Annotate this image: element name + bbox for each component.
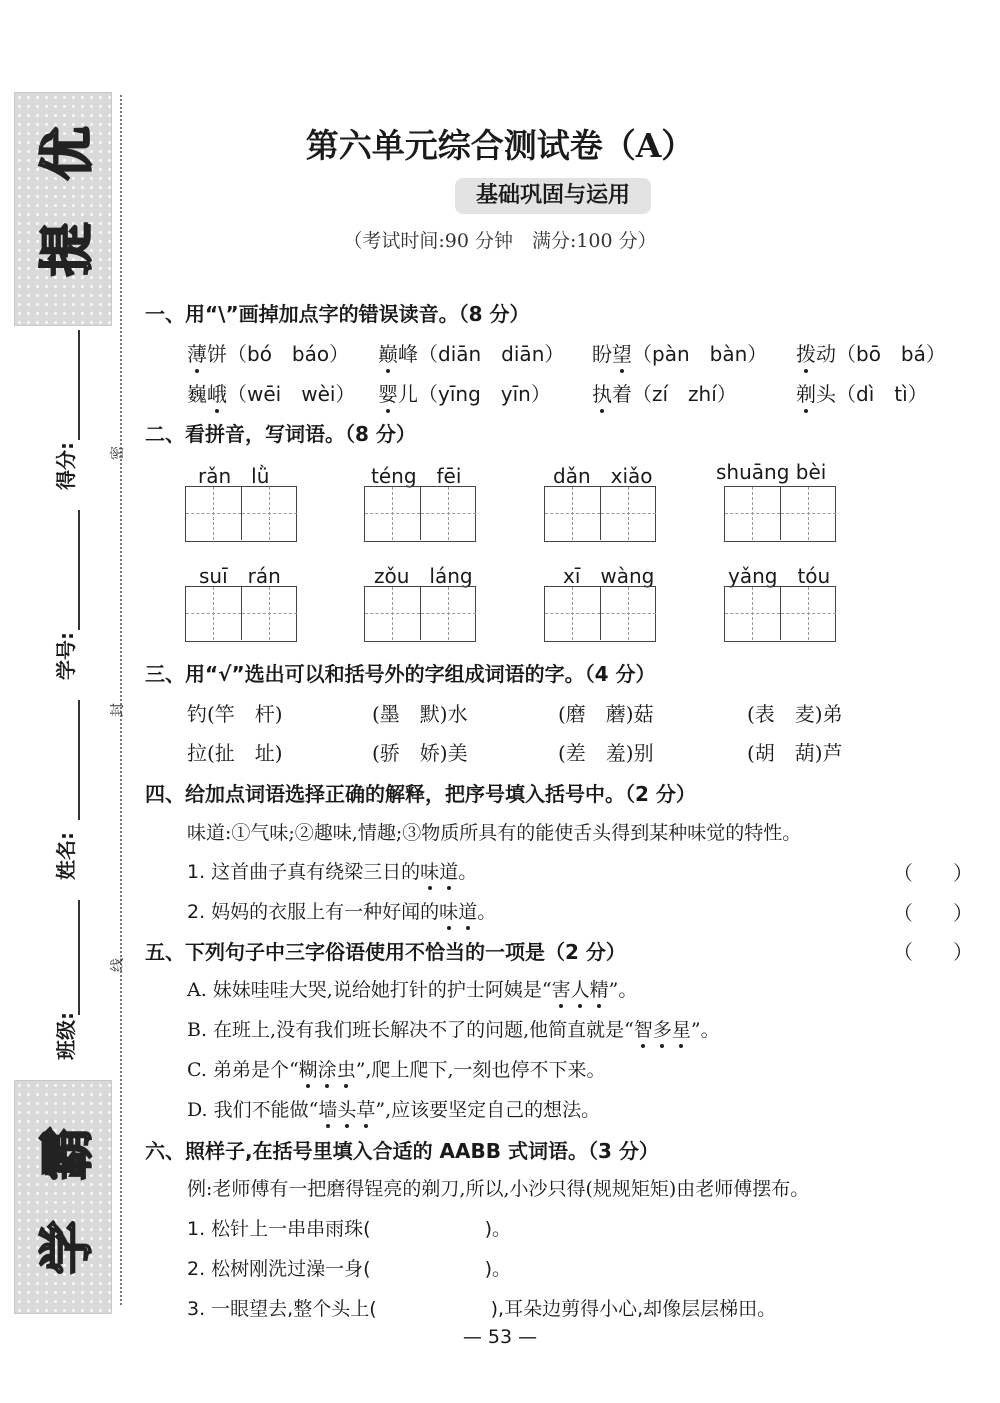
q5-keyword-char: 星 bbox=[672, 1015, 691, 1042]
exam-info: （考试时间:90 分钟 满分:100 分） bbox=[343, 230, 657, 252]
q1-char: 盼 bbox=[592, 342, 612, 366]
seal-char-feng: 封 bbox=[110, 703, 126, 717]
q3-item-6[interactable]: (骄 娇)美 bbox=[372, 741, 468, 765]
q5-keyword-char: 糊 bbox=[299, 1055, 318, 1082]
q4-keyword-char: 道 bbox=[439, 857, 458, 884]
q5-keyword-char: 智 bbox=[634, 1015, 653, 1042]
q1-dotted-char: 巅 bbox=[378, 338, 398, 367]
q4-keyword-char: 道 bbox=[458, 897, 477, 924]
q5-option-text: A. 妹妹哇哇大哭,说给她打针的护士阿姨是“ bbox=[187, 979, 552, 1001]
q5-option-text: B. 在班上,没有我们班长解决不了的问题,他简直就是“ bbox=[187, 1019, 634, 1041]
score-label: 得分: bbox=[54, 442, 78, 490]
q1-char: 头 bbox=[816, 382, 836, 406]
q6-sentence-1[interactable]: 1. 松针上一串串雨珠( )。 bbox=[187, 1218, 511, 1240]
q3-item-1[interactable]: 钓(竿 杆) bbox=[187, 702, 283, 726]
q4-sentence-end: 。 bbox=[458, 861, 478, 883]
page-title: 第六单元综合测试卷（A） bbox=[305, 126, 695, 165]
q4-keyword-char: 味 bbox=[420, 857, 439, 884]
badge-top-char-1: 优 bbox=[35, 126, 99, 181]
name-label: 姓名: bbox=[54, 832, 78, 880]
q1-pinyin: （diān diān） bbox=[418, 342, 565, 366]
q4-sentence-1 bbox=[187, 857, 477, 884]
q1-item-2 bbox=[378, 338, 564, 367]
q1-item-4 bbox=[796, 338, 946, 367]
badge-bottom bbox=[14, 1080, 112, 1314]
q3-title: 三、用“√”选出可以和括号外的字组成词语的字。（4 分） bbox=[145, 662, 656, 686]
score-line bbox=[78, 330, 80, 440]
q5-keyword-char: 虫 bbox=[337, 1055, 356, 1082]
q5-keyword-char: 多 bbox=[653, 1015, 672, 1042]
q1-dotted-char: 望 bbox=[612, 338, 632, 367]
q6-sentence-3[interactable]: 3. 一眼望去,整个头上( ),耳朵边剪得小心,却像层层梯田。 bbox=[187, 1298, 777, 1320]
q5-keyword-char: 草 bbox=[356, 1095, 375, 1122]
q2-writing-grid-4[interactable] bbox=[724, 486, 836, 542]
q1-char: 饼 bbox=[207, 342, 227, 366]
q1-pinyin: （bō bá） bbox=[836, 342, 946, 366]
q5-option-text: ”,应该要坚定自己的想法。 bbox=[375, 1099, 601, 1121]
q3-item-3[interactable]: (磨 蘑)菇 bbox=[558, 702, 654, 726]
q1-pinyin: （zí zhí） bbox=[632, 382, 737, 406]
q3-item-8[interactable]: (胡 葫)芦 bbox=[747, 741, 843, 765]
q3-item-2[interactable]: (墨 默)水 bbox=[372, 702, 468, 726]
q1-char: 巍 bbox=[187, 382, 207, 406]
q1-pinyin: （wēi wèi） bbox=[227, 382, 356, 406]
q1-pinyin: （pàn bàn） bbox=[632, 342, 768, 366]
q1-item-1 bbox=[187, 338, 349, 367]
q4-keyword-char: 味 bbox=[439, 897, 458, 924]
q5-keyword-char: 墙 bbox=[318, 1095, 337, 1122]
badge-top-char-2: 提 bbox=[35, 222, 99, 277]
q2-pinyin-4: shuāng bèi bbox=[716, 460, 827, 484]
q4-definitions: 味道:①气味;②趣味,情趣;③物质所具有的能使舌头得到某种味觉的特性。 bbox=[187, 822, 802, 844]
q1-char: 峰 bbox=[398, 342, 418, 366]
q2-writing-grid-2[interactable] bbox=[364, 486, 476, 542]
q4-sentence-end: 。 bbox=[477, 901, 497, 923]
q1-dotted-char: 执 bbox=[592, 378, 612, 407]
q1-title: 一、用“\”画掉加点字的错误读音。（8 分） bbox=[145, 302, 530, 326]
binding-dotted-line bbox=[120, 95, 122, 1305]
class-label: 班级: bbox=[54, 1012, 78, 1060]
q6-title: 六、照样子,在括号里填入合适的 AABB 式词语。（3 分） bbox=[145, 1139, 659, 1163]
q1-item-8 bbox=[796, 378, 928, 407]
q1-dotted-char: 婴 bbox=[378, 378, 398, 407]
q5-option-text: ”,爬上爬下,一刻也停不下来。 bbox=[355, 1059, 606, 1081]
q1-item-7 bbox=[592, 378, 737, 407]
q5-option-c bbox=[187, 1055, 606, 1082]
q1-dotted-char: 峨 bbox=[207, 378, 227, 407]
q2-writing-grid-7[interactable] bbox=[544, 586, 656, 642]
q1-dotted-char: 薄 bbox=[187, 338, 207, 367]
q3-item-4[interactable]: (表 麦)弟 bbox=[747, 702, 843, 726]
q2-pinyin-2: téng fēi bbox=[371, 464, 462, 488]
q5-keyword-char: 人 bbox=[571, 975, 590, 1002]
q4-title: 四、给加点词语选择正确的解释，把序号填入括号中。（2 分） bbox=[145, 782, 696, 806]
q5-option-text: ”。 bbox=[690, 1019, 720, 1041]
q1-char: 儿 bbox=[398, 382, 418, 406]
q5-option-a bbox=[187, 975, 637, 1002]
q1-char: 着 bbox=[612, 382, 632, 406]
q4-sentence-text: 1. 这首曲子真有绕梁三日的 bbox=[187, 861, 421, 883]
q1-item-3 bbox=[592, 338, 767, 367]
q5-option-d bbox=[187, 1095, 600, 1122]
q6-example: 例:老师傅有一把磨得锃亮的剃刀,所以,小沙只得(规规矩矩)由老师傅摆布。 bbox=[187, 1178, 810, 1200]
q2-pinyin-6: zǒu láng bbox=[374, 564, 473, 588]
q4-sentence-2 bbox=[187, 897, 496, 924]
student-id-line bbox=[78, 510, 80, 630]
q5-keyword-char: 头 bbox=[337, 1095, 356, 1122]
student-id-label: 学号: bbox=[54, 632, 78, 680]
q1-char: 动 bbox=[816, 342, 836, 366]
seal-char-mi: 密 bbox=[110, 446, 126, 460]
q5-keyword-char: 涂 bbox=[318, 1055, 337, 1082]
q6-sentence-2[interactable]: 2. 松树刚洗过澡一身( )。 bbox=[187, 1258, 511, 1280]
q5-option-text: ”。 bbox=[608, 979, 638, 1001]
name-line bbox=[78, 700, 80, 820]
seal-char-xian: 线 bbox=[110, 958, 126, 972]
page-number: — 53 — bbox=[462, 1326, 538, 1348]
q5-title: 五、下列句子中三字俗语使用不恰当的一项是（2 分） bbox=[145, 940, 626, 964]
q2-pinyin-8: yǎng tóu bbox=[728, 564, 831, 588]
q1-dotted-char: 剃 bbox=[796, 378, 816, 407]
q2-pinyin-3: dǎn xiǎo bbox=[553, 464, 653, 488]
q5-keyword-char: 精 bbox=[590, 975, 609, 1002]
section-subtitle: 基础巩固与运用 bbox=[455, 178, 651, 214]
q5-option-text: C. 弟弟是个“ bbox=[187, 1059, 299, 1081]
q2-writing-grid-8[interactable] bbox=[724, 586, 836, 642]
q5-answer-blank[interactable]: （ ） bbox=[893, 940, 973, 964]
q2-writing-grid-5[interactable] bbox=[185, 586, 297, 642]
q4-answer-blank-1[interactable]: （ ） bbox=[893, 861, 973, 885]
q5-option-b bbox=[187, 1015, 720, 1042]
q2-pinyin-7: xī wàng bbox=[563, 564, 655, 588]
q2-writing-grid-3[interactable] bbox=[544, 486, 656, 542]
class-line bbox=[78, 900, 80, 1015]
q3-item-5[interactable]: 拉(扯 址) bbox=[187, 741, 283, 765]
q4-sentence-text: 2. 妈妈的衣服上有一种好闻的 bbox=[187, 901, 440, 923]
q1-dotted-char: 拨 bbox=[796, 338, 816, 367]
q1-pinyin: （dì tì） bbox=[836, 382, 928, 406]
q2-writing-grid-1[interactable] bbox=[185, 486, 297, 542]
q1-pinyin: （bó báo） bbox=[227, 342, 350, 366]
badge-bottom-char-1: 霸 bbox=[35, 1126, 99, 1181]
badge-bottom-char-2: 学 bbox=[35, 1220, 99, 1275]
q1-pinyin: （yīng yīn） bbox=[418, 382, 551, 406]
q3-item-7[interactable]: (差 羞)别 bbox=[558, 741, 654, 765]
q5-option-text: D. 我们不能做“ bbox=[187, 1099, 319, 1121]
q2-title: 二、看拼音，写词语。（8 分） bbox=[145, 422, 416, 446]
q2-writing-grid-6[interactable] bbox=[364, 586, 476, 642]
q1-item-6 bbox=[378, 378, 551, 407]
q5-keyword-char: 害 bbox=[552, 975, 571, 1002]
q2-pinyin-5: suī rán bbox=[199, 564, 281, 588]
q4-answer-blank-2[interactable]: （ ） bbox=[893, 901, 973, 925]
q1-item-5 bbox=[187, 378, 355, 407]
q2-pinyin-1: rǎn lǜ bbox=[198, 464, 270, 488]
